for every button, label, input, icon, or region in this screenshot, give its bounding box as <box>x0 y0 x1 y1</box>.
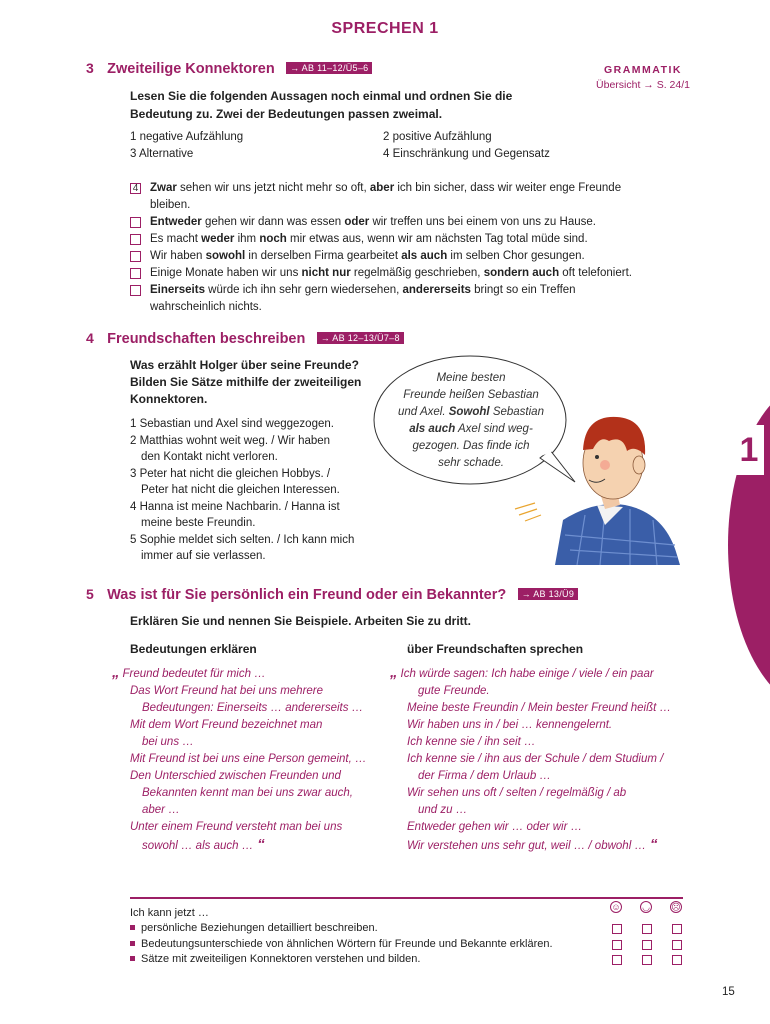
statements-list <box>130 180 690 316</box>
self-check-box[interactable] <box>642 924 652 934</box>
answer-checkbox[interactable]: 4 <box>130 183 141 194</box>
bubble-line: Meine besten <box>436 372 506 384</box>
self-check-list <box>130 921 690 968</box>
chapter-number: 1 <box>734 425 764 475</box>
phrase-line: aber … <box>142 804 180 816</box>
phrase-line: Wir haben uns in / bei … kennengelernt. <box>407 719 613 731</box>
exercise-4-instruction <box>130 357 361 408</box>
statement-text: in derselben Firma gearbeitet <box>245 250 402 262</box>
phrase-line: Ich kenne sie / ihn seit … <box>407 736 536 748</box>
phrase-line <box>112 664 387 683</box>
holger-illustration <box>505 405 690 565</box>
statement-text: regelmäßig geschrieben, <box>350 267 484 279</box>
list-item <box>130 416 380 433</box>
exercise-3-title: Zweiteilige Konnektoren <box>107 61 275 77</box>
exercise-3-header <box>86 60 372 77</box>
phrase-line: Mit dem Wort Freund bezeichnet man <box>130 719 323 731</box>
phrase-line <box>390 836 690 855</box>
statement-text: würde ich ihn sehr gern wiedersehen, <box>204 284 403 296</box>
bullet-icon <box>130 956 135 961</box>
self-check-text: Sätze mit zweiteiligen Konnektoren verstehen und bilden. <box>141 953 421 965</box>
closing-quote: “ <box>649 836 658 853</box>
statement-text: bringt so ein Treffen <box>470 284 576 296</box>
statement-text: ich bin sicher, dass wir weiter enge Freunde <box>394 182 622 194</box>
statement-item <box>130 231 690 248</box>
bubble-connector: als auch <box>409 423 456 435</box>
connector-word: oder <box>344 216 370 228</box>
self-check-item <box>130 952 690 968</box>
phrase-line: Das Wort Freund hat bei uns mehrere <box>130 685 324 697</box>
statement-item <box>130 180 690 214</box>
statement-text: ihm <box>234 233 260 245</box>
self-check-intro: Ich kann jetzt … <box>130 907 209 919</box>
bubble-text: Sebastian <box>489 406 544 418</box>
left-phrases <box>112 664 387 855</box>
connector-word: andererseits <box>402 284 471 296</box>
connector-word: aber <box>369 182 395 194</box>
item-text: immer auf sie verlassen. <box>141 550 266 562</box>
statement-item <box>130 248 690 265</box>
answer-checkbox[interactable] <box>130 268 141 279</box>
left-column-heading: Bedeutungen erklären <box>130 642 257 656</box>
item-text: 5 Sophie meldet sich selten. / Ich kann mich <box>130 533 355 546</box>
statement-item <box>130 265 690 282</box>
connector-word: Entweder <box>150 216 202 228</box>
self-check-box[interactable] <box>672 924 682 934</box>
self-check-text: persönliche Beziehungen detailliert beschreiben. <box>141 922 378 934</box>
grammar-box <box>583 64 703 91</box>
connector-word: Einerseits <box>150 284 205 296</box>
statement-text: wahrscheinlich nichts. <box>150 301 262 313</box>
phrase-line: Ich kenne sie / ihn aus der Schule / dem Studium / <box>407 753 664 765</box>
item-text: Peter hat nicht die gleichen Interessen. <box>141 484 340 496</box>
meaning-item: 3 Alternative <box>130 148 194 160</box>
statement-text: gehen wir dann was essen <box>201 216 345 228</box>
phrase-line: Bekannten kennt man bei uns zwar auch, <box>142 787 353 799</box>
item-text: meine beste Freundin. <box>141 517 256 529</box>
statement-text: Es macht <box>150 233 202 245</box>
statement-item <box>130 282 690 316</box>
exercise-3-workbook-tag[interactable]: → AB 11–12/Ü5–6 <box>286 62 372 74</box>
statement-text: Einige Monate haben wir uns <box>150 267 302 279</box>
phrase-text: sowohl … als auch … <box>142 840 254 852</box>
exercise-4-title: Freundschaften beschreiben <box>107 331 306 347</box>
instruction-line: Was erzählt Holger über seine Freunde? <box>130 358 359 372</box>
phrase-text: Freund bedeutet für mich … <box>122 668 266 680</box>
statement-text: bleiben. <box>150 199 191 211</box>
statement-text: sehen wir uns jetzt nicht mehr so oft, <box>176 182 370 194</box>
self-check-box[interactable] <box>672 955 682 965</box>
list-item <box>130 499 380 532</box>
page-number: 15 <box>722 986 735 998</box>
closing-quote: “ <box>257 836 265 853</box>
happy-face-icon: ☺ <box>611 902 621 912</box>
sad-face-icon: ☹ <box>671 902 681 912</box>
statement-item <box>130 214 690 231</box>
bullet-icon <box>130 941 135 946</box>
statement-text: im selben Chor gesungen. <box>447 250 585 262</box>
bubble-line: gezogen. Das finde ich <box>412 440 530 452</box>
bubble-connector: Sowohl <box>448 406 490 418</box>
self-check-box[interactable] <box>642 955 652 965</box>
statement-text: wir treffen uns bei einem von uns zu Hause. <box>369 216 596 228</box>
phrase-text: Wir verstehen uns sehr gut, weil … / obwohl … <box>407 840 646 852</box>
connector-word: sondern auch <box>483 267 560 279</box>
bubble-line: Freunde heißen Sebastian <box>403 389 539 401</box>
statement-text: mir etwas aus, wenn wir am nächsten Tag total müde sind. <box>286 233 588 245</box>
self-check-box[interactable] <box>612 955 622 965</box>
phrase-line: und zu … <box>418 804 468 816</box>
statement-text: oft telefoniert. <box>559 267 632 279</box>
answer-checkbox[interactable] <box>130 251 141 262</box>
phrase-line <box>112 836 387 855</box>
bubble-line: sehr schade. <box>438 457 504 469</box>
instruction-line: Lesen Sie die folgenden Aussagen noch einmal und ordnen Sie die <box>130 89 513 103</box>
list-item <box>130 433 380 466</box>
exercise-5-number: 5 <box>86 586 94 602</box>
instruction-line: Bedeutung zu. Zwei der Bedeutungen passen zweimal. <box>130 107 443 121</box>
bubble-text: und Axel. <box>398 406 449 418</box>
instruction-line: Konnektoren. <box>130 392 208 406</box>
item-text: 3 Peter hat nicht die gleichen Hobbys. / <box>130 467 331 480</box>
bullet-icon <box>130 925 135 930</box>
phrase-line: Den Unterschied zwischen Freunden und <box>130 770 341 782</box>
right-column-heading: über Freundschaften sprechen <box>407 642 584 656</box>
meanings-list <box>130 129 630 163</box>
self-check-faces <box>610 901 685 917</box>
neutral-face-icon: ◡ <box>640 901 652 913</box>
self-check-text: Bedeutungsunterschiede von ähnlichen Wörtern für Freunde und Bekannte erklären. <box>141 937 553 950</box>
phrase-line: Wir sehen uns oft / selten / regelmäßig / ab <box>407 787 627 799</box>
exercise-5-header <box>86 586 578 603</box>
connector-word: nicht nur <box>301 267 351 279</box>
phrase-line: der Firma / dem Urlaub … <box>418 770 551 782</box>
exercise-5-instruction: Erklären Sie und nennen Sie Beispiele. Arbeiten Sie zu dritt. <box>130 614 471 628</box>
exercise-5-workbook-tag[interactable]: → AB 13/Ü9 <box>518 588 579 600</box>
self-check-item <box>130 937 690 953</box>
exercise-4-items <box>130 416 380 565</box>
phrase-text: Ich würde sagen: Ich habe einige / viele / ein paar <box>400 668 654 680</box>
exercise-4-header <box>86 330 404 347</box>
list-item <box>130 532 380 565</box>
answer-checkbox[interactable] <box>130 234 141 245</box>
phrase-line: Bedeutungen: Einerseits … andererseits … <box>142 702 364 714</box>
item-text: 4 Hanna ist meine Nachbarin. / Hanna ist <box>130 500 340 513</box>
page-title: SPRECHEN 1 <box>331 20 439 37</box>
item-text: den Kontakt nicht verloren. <box>141 451 278 463</box>
right-phrases <box>390 664 690 855</box>
connector-word: sowohl <box>205 250 246 262</box>
connector-word: weder <box>201 233 235 245</box>
phrase-line: Entweder gehen wir … oder wir … <box>407 821 583 833</box>
self-check-item <box>130 921 690 937</box>
self-check-box[interactable] <box>642 940 652 950</box>
phrase-line <box>390 664 690 683</box>
grammar-label: GRAMMATIK <box>603 64 683 76</box>
instruction-line: Bilden Sie Sätze mithilfe der zweiteiligen <box>130 375 362 389</box>
answer-checkbox[interactable] <box>130 217 141 228</box>
exercise-4-workbook-tag[interactable]: → AB 12–13/Ü7–8 <box>317 332 404 344</box>
exercise-4-number: 4 <box>86 330 94 346</box>
exercise-5-title: Was ist für Sie persönlich ein Freund oder ein Bekannter? <box>107 587 507 603</box>
phrase-line: Unter einem Freund versteht man bei uns <box>130 821 343 833</box>
item-text: 2 Matthias wohnt weit weg. / Wir haben <box>130 434 331 447</box>
item-text: 1 Sebastian und Axel sind weggezogen. <box>130 418 334 430</box>
phrase-line: gute Freunde. <box>418 685 490 697</box>
opening-quote: „ <box>112 664 120 681</box>
bubble-text: Axel sind weg- <box>455 423 533 435</box>
connector-word: noch <box>259 233 287 245</box>
meaning-item: 1 negative Aufzählung <box>130 131 244 143</box>
connector-word: Zwar <box>150 182 177 194</box>
meaning-item: 4 Einschränkung und Gegensatz <box>383 148 550 160</box>
phrase-line: Mit Freund ist bei uns eine Person gemeint, … <box>130 753 367 765</box>
self-check-box[interactable] <box>612 924 622 934</box>
exercise-3-instruction <box>130 87 512 123</box>
opening-quote: „ <box>390 664 398 681</box>
grammar-reference: Übersicht → S. 24/1 <box>596 79 690 91</box>
self-check-box[interactable] <box>672 940 682 950</box>
statement-text: Wir haben <box>150 250 206 262</box>
exercise-3-number: 3 <box>86 60 94 76</box>
footer-divider <box>130 897 683 899</box>
connector-word: als auch <box>401 250 448 262</box>
self-check-box[interactable] <box>612 940 622 950</box>
list-item <box>130 466 380 499</box>
phrase-line: Meine beste Freundin / Mein bester Freund heißt … <box>407 702 671 714</box>
phrase-line: bei uns … <box>142 736 194 748</box>
meaning-item: 2 positive Aufzählung <box>383 131 492 143</box>
answer-checkbox[interactable] <box>130 285 141 296</box>
